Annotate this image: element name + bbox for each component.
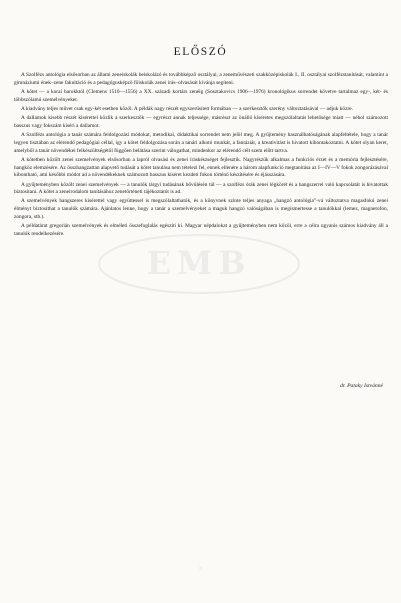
author-signature: dr. Pataky Istvánné — [339, 383, 383, 389]
preface-paragraph: A példatárat gregorián szemelvények és elméleti összefoglalás egészíti ki. Magyar népdalokat a gyűjteményben nem közöl, erre a célra ugyanis számos kiadvány áll a tanulók rendelkezésére. — [14, 223, 388, 237]
watermark-lettering: EMB — [146, 244, 252, 282]
preface-paragraph: A Szolfézs antológia a tanár számára feldolgozási módokat, metodikai, didaktikai sorrendet nem jelöl meg. A gyűjtemény használhatóságának alapfeltétele, hogy a tanár legyen tisztában az elérendő pedagógiai céllal, így a kötet feldolgozása során a tanári alkotó munkát, a fantáziát, a kreativitást is hivatott kibontakoztatni. A kötet olyan keret, amelyből a tanár növendékei felkészültségétől függően belátása szerint válogathat, mindenkor az elérendő célt szem előtt tartva. — [14, 132, 388, 154]
preface-paragraph: A Szolfézs antológia elsősorban az állami zeneiskolák beiskolázó és továbbképző osztályai, a zeneművészeti szakközépiskolák I., II. osztályai szolfézstanítását, valamint a gimnáziumi ének–zene fakultáció és a pedagógusképző főiskolák zenei írás–olvasását kívánja segíteni. — [14, 72, 388, 86]
preface-paragraph: A kötetben közölt zenei szemelvények elsősorban a lapról olvasási és zenei íráskészséget fejlesztik. Nagyrészük alkalmas a funkciós érzet és a memória fejlesztésére, hangköz elemzésére. Az összhangzattan alapvető tudását a kötet tanulása nem tételezi fel, ennek ellenére a három alapfunkció megtanítása az I—IV—V fokok zongorázásával kibontható, ami későbbi módot ad a növendékeknek számozott basszus kíséret kezdeti fokon történő készítésére és éjásszására. — [14, 156, 388, 179]
preface-paragraph: A gyűjteményben közölt zenei szemelvények — a tanulók tárgyi tudásának bővülésén túl — a szolfézs órák zenei légkörét és a hangszerrel való kapcsolatát is hivatottak biztosítani. A kötet a zeneirodalom tanításához zenetörténeti tájékoztatót is ad. — [14, 181, 388, 196]
publisher-watermark-logo — [96, 232, 302, 296]
preface-paragraph: A szemelvények hangszeres kísérettel vagy együttessel is megszólaltathatók, és a könyvnek szinte teljes anyaga „hangzó antológia”-vá változtatva magasfokú zenei élményt biztosíthat a tanulók számára. Ajánlatos lenne, hogy a tanár a szemelvényeket a maguk hangzó valóságában is megismertesse a tanulókkal (lemez, magnetofon, zongora, stb.). — [14, 198, 388, 220]
page-number: 3 — [199, 566, 202, 572]
watermark-oval — [96, 232, 302, 296]
preface-paragraph: A dallamok kisebb részét kísérettel közlik a szerkesztők — egyrészt annak teljessége, másrészt az önálló kíséretes megszólaltatás lehetősége miatt — néhol számozott basszus vagy fokszám kíséri a dallamot. — [14, 115, 388, 129]
preface-paragraph: A kötet — a korai barokktól (Clemens 1510—1556) a XX. századi kortárs zenéig (Sosztakovics 1906—1976) kronológikus sorrendet követve tartalmaz egy-, két- és többszólamú szemelvényeket. — [14, 88, 388, 103]
preface-body — [14, 72, 388, 240]
preface-paragraph: A kiadvány teljes művet csak egy-két esetben közöl. A példák nagy részét egyszerűsített formában — a szerkesztők szerény változtatásával — adjuk közre. — [21, 105, 353, 112]
page-title: ELŐSZÓ — [173, 46, 228, 58]
